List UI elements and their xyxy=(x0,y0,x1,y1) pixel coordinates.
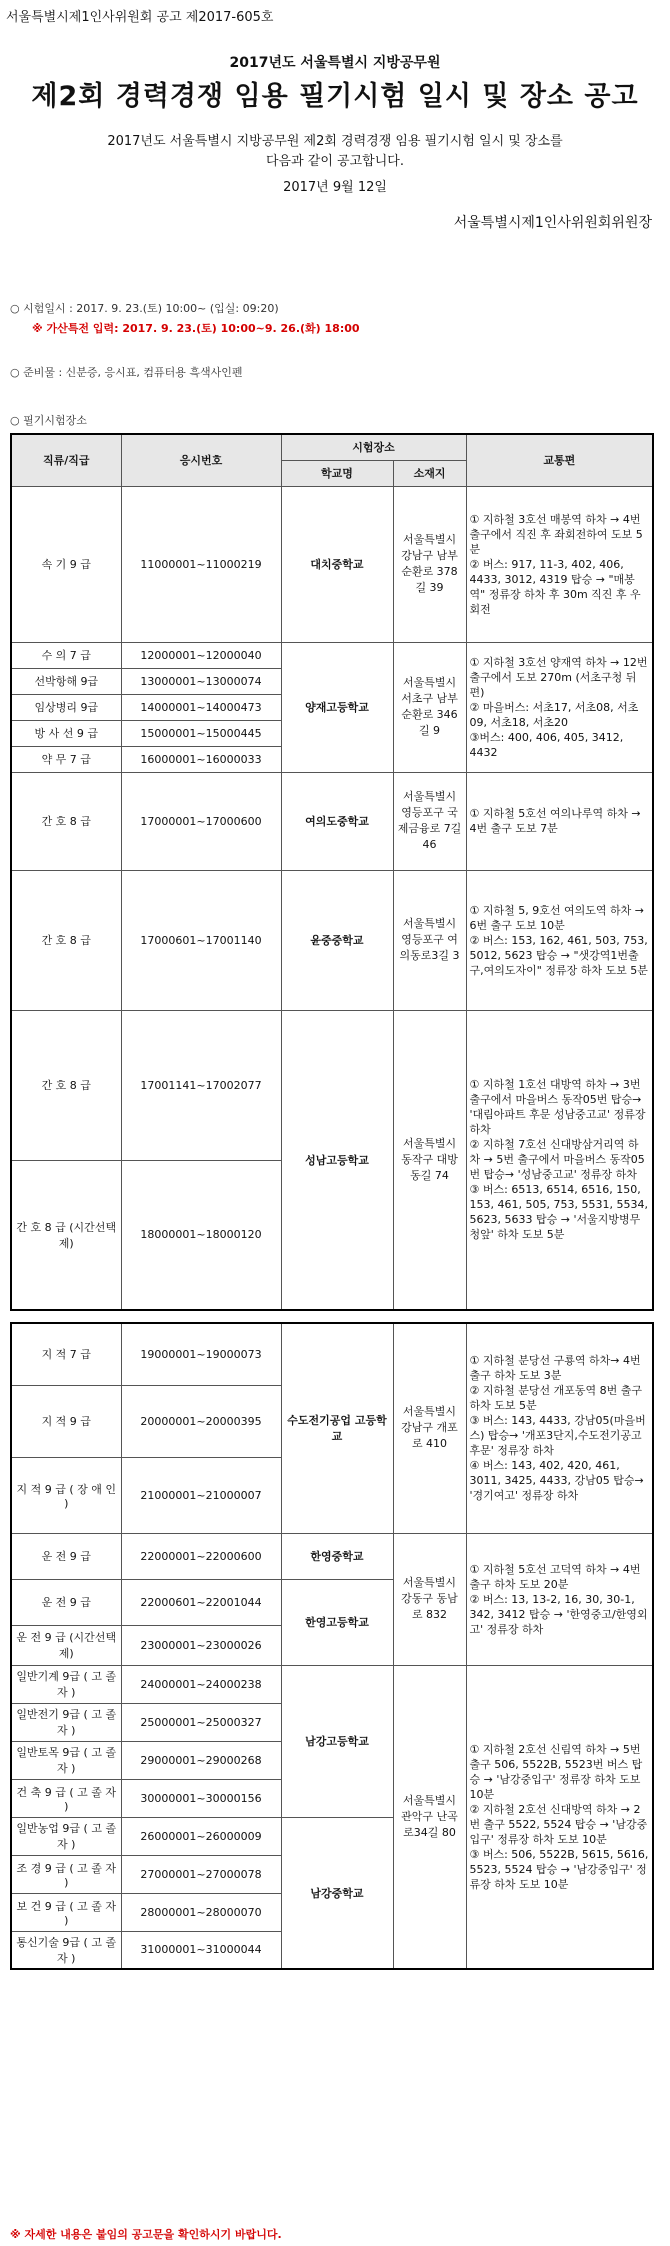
transit-cell: ① 지하철 5호선 고덕역 하차 → 4번 출구 하차 도보 20분 ② 버스: 13, 13-2, 16, 30, 30-1, 342, 3412 탑승 → '한영중고/한영외고' 정류장 하차 xyxy=(466,1533,653,1665)
intro-line-2: 다음과 같이 공고합니다. xyxy=(266,154,404,169)
header-location: 소재지 xyxy=(393,460,466,486)
category-cell: 간 호 8 급 xyxy=(11,870,121,1010)
number-cell: 29000001~29000268 xyxy=(121,1741,281,1779)
category-cell: 건 축 9 급 ( 고 졸 자 ) xyxy=(11,1779,121,1817)
category-cell: 일반토목 9급 ( 고 졸 자 ) xyxy=(11,1741,121,1779)
number-cell: 22000601~22001044 xyxy=(121,1579,281,1625)
school-cell: 한영중학교 xyxy=(281,1533,393,1579)
category-cell: 방 사 선 9 급 xyxy=(11,720,121,746)
intro-line-1: 2017년도 서울특별시 지방공무원 제2회 경력경쟁 임용 필기시험 일시 및 장소를 xyxy=(107,134,563,149)
category-cell: 일반기계 9급 ( 고 졸 자 ) xyxy=(11,1665,121,1703)
category-cell: 약 무 7 급 xyxy=(11,746,121,772)
category-cell: 간 호 8 급 (시간선택제) xyxy=(11,1160,121,1310)
address-cell: 서울특별시 관악구 난곡로34길 80 xyxy=(393,1665,466,1969)
supplies: ○ 준비물 : 신분증, 응시표, 컴퓨터용 흑색사인펜 xyxy=(10,366,243,379)
address-cell: 서울특별시 동작구 대방동길 74 xyxy=(393,1010,466,1310)
address-cell: 서울특별시 영등포구 여의동로3길 3 xyxy=(393,870,466,1010)
notice-title: 제2회 경력경쟁 임용 필기시험 일시 및 장소 공고 xyxy=(31,81,639,112)
number-cell: 12000001~12000040 xyxy=(121,642,281,668)
category-cell: 간 호 8 급 xyxy=(11,1010,121,1160)
school-cell: 성남고등학교 xyxy=(281,1010,393,1310)
header-transit: 교통편 xyxy=(466,434,653,486)
venue-heading: ○ 필기시험장소 xyxy=(10,414,87,427)
number-cell: 19000001~19000073 xyxy=(121,1323,281,1385)
notice-intro xyxy=(0,132,670,172)
school-cell: 양재고등학교 xyxy=(281,642,393,772)
category-cell: 운 전 9 급 (시간선택제) xyxy=(11,1625,121,1665)
category-cell: 일반농업 9급 ( 고 졸 자 ) xyxy=(11,1817,121,1855)
number-cell: 17000601~17001140 xyxy=(121,870,281,1010)
address-cell: 서울특별시 강남구 개포로 410 xyxy=(393,1323,466,1533)
header-category: 직류/직급 xyxy=(11,434,121,486)
number-cell: 23000001~23000026 xyxy=(121,1625,281,1665)
number-cell: 16000001~16000033 xyxy=(121,746,281,772)
number-cell: 20000001~20000395 xyxy=(121,1385,281,1457)
address-cell: 서울특별시 영등포구 국제금융로 7길 46 xyxy=(393,772,466,870)
school-cell: 한영고등학교 xyxy=(281,1579,393,1665)
number-cell: 21000001~21000007 xyxy=(121,1457,281,1533)
category-cell: 일반전기 9급 ( 고 졸 자 ) xyxy=(11,1703,121,1741)
category-cell: 통신기술 9급 ( 고 졸 자 ) xyxy=(11,1931,121,1969)
venue-table-2 xyxy=(10,1322,654,1970)
school-cell: 남강중학교 xyxy=(281,1817,393,1969)
exam-time: ○ 시험일시 : 2017. 9. 23.(토) 10:00~ (입실: 09:20) xyxy=(10,302,279,315)
number-cell: 22000001~22000600 xyxy=(121,1533,281,1579)
category-cell: 운 전 9 급 xyxy=(11,1579,121,1625)
transit-cell: ① 지하철 5호선 여의나루역 하차 → 4번 출구 도보 7분 xyxy=(466,772,653,870)
number-cell: 30000001~30000156 xyxy=(121,1779,281,1817)
number-cell: 17001141~17002077 xyxy=(121,1010,281,1160)
number-cell: 14000001~14000473 xyxy=(121,694,281,720)
transit-cell: ① 지하철 3호선 매봉역 하차 → 4번 출구에서 직진 후 좌회전하여 도보 5분 ② 버스: 917, 11-3, 402, 406, 4433, 3012, 4319 탑승 → "매봉역" 정류장 하차 후 30m 직진 후 우회전 xyxy=(466,486,653,642)
address-cell: 서울특별시 강동구 동남로 832 xyxy=(393,1533,466,1665)
category-cell: 임상병리 9급 xyxy=(11,694,121,720)
school-cell: 윤중중학교 xyxy=(281,870,393,1010)
header-school: 학교명 xyxy=(281,460,393,486)
header-number: 응시번호 xyxy=(121,434,281,486)
number-cell: 11000001~11000219 xyxy=(121,486,281,642)
header-venue: 시험장소 xyxy=(281,434,466,460)
number-cell: 28000001~28000070 xyxy=(121,1893,281,1931)
notice-number: 서울특별시제1인사위원회 공고 제2017-605호 xyxy=(6,10,274,25)
number-cell: 15000001~15000445 xyxy=(121,720,281,746)
number-cell: 25000001~25000327 xyxy=(121,1703,281,1741)
address-cell: 서울특별시 강남구 남부순환로 378길 39 xyxy=(393,486,466,642)
school-cell: 남강고등학교 xyxy=(281,1665,393,1817)
address-cell: 서울특별시 서초구 남부순환로 346길 9 xyxy=(393,642,466,772)
school-cell: 대치중학교 xyxy=(281,486,393,642)
number-cell: 18000001~18000120 xyxy=(121,1160,281,1310)
transit-cell: ① 지하철 분당선 구룡역 하차→ 4번 출구 하차 도보 3분 ② 지하철 분당선 개포동역 8번 출구 하차 도보 5분 ③ 버스: 143, 4433, 강남05(마을버스) 탑승→ '개포3단지,수도전기공고후문' 정류장 하차 ④ 버스: 143, 402, 420, 461, 3011, 3425, 4433, 강남05 탑승→ '경기여고' 정류장 하차 xyxy=(466,1323,653,1533)
number-cell: 17000001~17000600 xyxy=(121,772,281,870)
category-cell: 보 건 9 급 ( 고 졸 자 ) xyxy=(11,1893,121,1931)
notice-subtitle: 2017년도 서울특별시 지방공무원 xyxy=(229,55,441,71)
transit-cell: ① 지하철 1호선 대방역 하차 → 3번 출구에서 마을버스 동작05번 탑승→ '대림아파트 후문 성남중고교' 정류장 하차 ② 지하철 7호선 신대방삼거리역 하차 → 5번 출구에서 마을버스 동작05번 탑승→ '성남중고교' 정류장 하차 ③ 버스: 6513, 6514, 6516, 150, 153, 461, 505, 753, 5531, 5534, 5623, 5633 탑승 → '서울지방병무청앞' 하차 도보 5분 xyxy=(466,1010,653,1310)
notice-issuer: 서울특별시제1인사위원회위원장 xyxy=(453,215,652,231)
category-cell: 선박항해 9급 xyxy=(11,668,121,694)
category-cell: 간 호 8 급 xyxy=(11,772,121,870)
category-cell: 지 적 7 급 xyxy=(11,1323,121,1385)
category-cell: 운 전 9 급 xyxy=(11,1533,121,1579)
venue-table-1 xyxy=(10,433,654,1311)
school-cell: 여의도중학교 xyxy=(281,772,393,870)
transit-cell: ① 지하철 2호선 신림역 하차 → 5번 출구 506, 5522B, 5523번 버스 탑승 → '남강중입구' 정류장 하차 도보 10분 ② 지하철 2호선 신대방역 하차 → 2번 출구 5522, 5524 탑승 → '남강중입구' 정류장 하차 도보 10분 ③ 버스: 506, 5522B, 5615, 5616, 5523, 5524 탑승 → '남강중입구' 정류장 하차 도보 10분 xyxy=(466,1665,653,1969)
category-cell: 수 의 7 급 xyxy=(11,642,121,668)
transit-cell: ① 지하철 5, 9호선 여의도역 하차 → 6번 출구 도보 10분 ② 버스: 153, 162, 461, 503, 753, 5012, 5623 탑승 → "샛강역1번출구,여의도자이" 정류장 하차 도보 5분 xyxy=(466,870,653,1010)
extra-notice: ※ 가산특전 입력: 2017. 9. 23.(토) 10:00~9. 26.(화) 18:00 xyxy=(32,322,360,335)
number-cell: 24000001~24000238 xyxy=(121,1665,281,1703)
footer-note: ※ 자세한 내용은 붙임의 공고문을 확인하시기 바랍니다. xyxy=(10,2228,282,2241)
number-cell: 13000001~13000074 xyxy=(121,668,281,694)
number-cell: 27000001~27000078 xyxy=(121,1855,281,1893)
category-cell: 조 경 9 급 ( 고 졸 자 ) xyxy=(11,1855,121,1893)
category-cell: 속 기 9 급 xyxy=(11,486,121,642)
number-cell: 31000001~31000044 xyxy=(121,1931,281,1969)
category-cell: 지 적 9 급 xyxy=(11,1385,121,1457)
notice-date: 2017년 9월 12일 xyxy=(283,180,387,195)
category-cell: 지 적 9 급 ( 장 애 인 ) xyxy=(11,1457,121,1533)
number-cell: 26000001~26000009 xyxy=(121,1817,281,1855)
school-cell: 수도전기공업 고등학교 xyxy=(281,1323,393,1533)
transit-cell: ① 지하철 3호선 양재역 하차 → 12번 출구에서 도보 270m (서초구청 뒤편) ② 마을버스: 서초17, 서초08, 서초09, 서초18, 서초20 ③버스: 400, 406, 405, 3412, 4432 xyxy=(466,642,653,772)
